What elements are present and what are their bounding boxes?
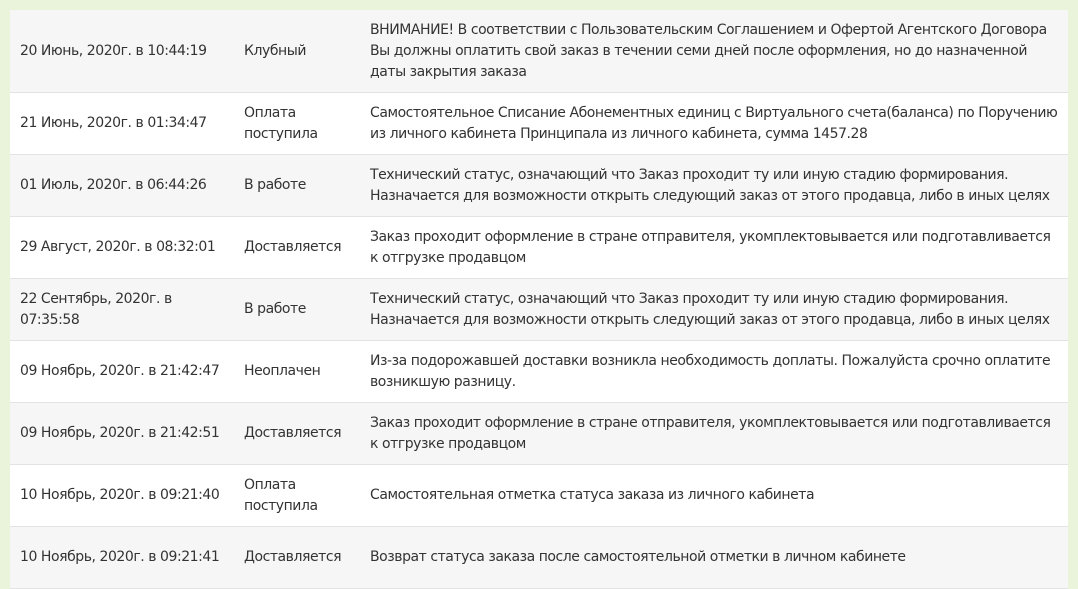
status-date: 01 Июль, 2020г. в 06:44:26 xyxy=(10,155,234,217)
status-name: Оплата поступила xyxy=(234,465,360,527)
status-date: 29 Август, 2020г. в 08:32:01 xyxy=(10,217,234,279)
status-description: Заказ проходит оформление в стране отправителя, укомплектовывается или подготавливается к отгрузке продавцом xyxy=(360,217,1068,279)
status-name: Доставляется xyxy=(234,217,360,279)
status-description: Технический статус, означающий что Заказ проходит ту или иную стадию формирования. Назначается для возможности открыть следующий заказ от этого продавца, либо в иных целях xyxy=(360,279,1068,341)
status-description: Возврат статуса заказа после самостоятельной отметки в личном кабинете xyxy=(360,527,1068,589)
status-date: 10 Ноябрь, 2020г. в 09:21:40 xyxy=(10,465,234,527)
status-date: 20 Июнь, 2020г. в 10:44:19 xyxy=(10,10,234,93)
status-name: В работе xyxy=(234,155,360,217)
status-date: 09 Ноябрь, 2020г. в 21:42:47 xyxy=(10,341,234,403)
status-description: Самостоятельная отметка статуса заказа из личного кабинета xyxy=(360,465,1068,527)
status-description: Из-за подорожавшей доставки возникла необходимость доплаты. Пожалуйста срочно оплатите возникшую разницу. xyxy=(360,341,1068,403)
table-row xyxy=(10,155,1068,217)
status-name: Доставляется xyxy=(234,403,360,465)
status-description: Заказ проходит оформление в стране отправителя, укомплектовывается или подготавливается к отгрузке продавцом xyxy=(360,403,1068,465)
status-name: Оплата поступила xyxy=(234,93,360,155)
status-date: 21 Июнь, 2020г. в 01:34:47 xyxy=(10,93,234,155)
status-name: Доставляется xyxy=(234,527,360,589)
status-date: 09 Ноябрь, 2020г. в 21:42:51 xyxy=(10,403,234,465)
table-row xyxy=(10,10,1068,93)
status-name: В работе xyxy=(234,279,360,341)
table-row xyxy=(10,403,1068,465)
status-description: Самостоятельное Списание Абонементных единиц с Виртуального счета(баланса) по Поручению из личного кабинета Принципала из личного кабинета, сумма 1457.28 xyxy=(360,93,1068,155)
order-status-history-table xyxy=(10,10,1068,589)
status-name: Неоплачен xyxy=(234,341,360,403)
table-row xyxy=(10,279,1068,341)
table-row xyxy=(10,217,1068,279)
table-row xyxy=(10,465,1068,527)
status-description: Технический статус, означающий что Заказ проходит ту или иную стадию формирования. Назначается для возможности открыть следующий заказ от этого продавца, либо в иных целях xyxy=(360,155,1068,217)
status-description: ВНИМАНИЕ! В соответствии с Пользовательским Соглашением и Офертой Агентского Договора Вы должны оплатить свой заказ в течении семи дней после оформления, но до назначенной даты закрытия заказа xyxy=(360,10,1068,93)
table-row xyxy=(10,341,1068,403)
table-row xyxy=(10,527,1068,589)
status-date: 22 Сентябрь, 2020г. в 07:35:58 xyxy=(10,279,234,341)
status-name: Клубный xyxy=(234,10,360,93)
table-row xyxy=(10,93,1068,155)
status-date: 10 Ноябрь, 2020г. в 09:21:41 xyxy=(10,527,234,589)
